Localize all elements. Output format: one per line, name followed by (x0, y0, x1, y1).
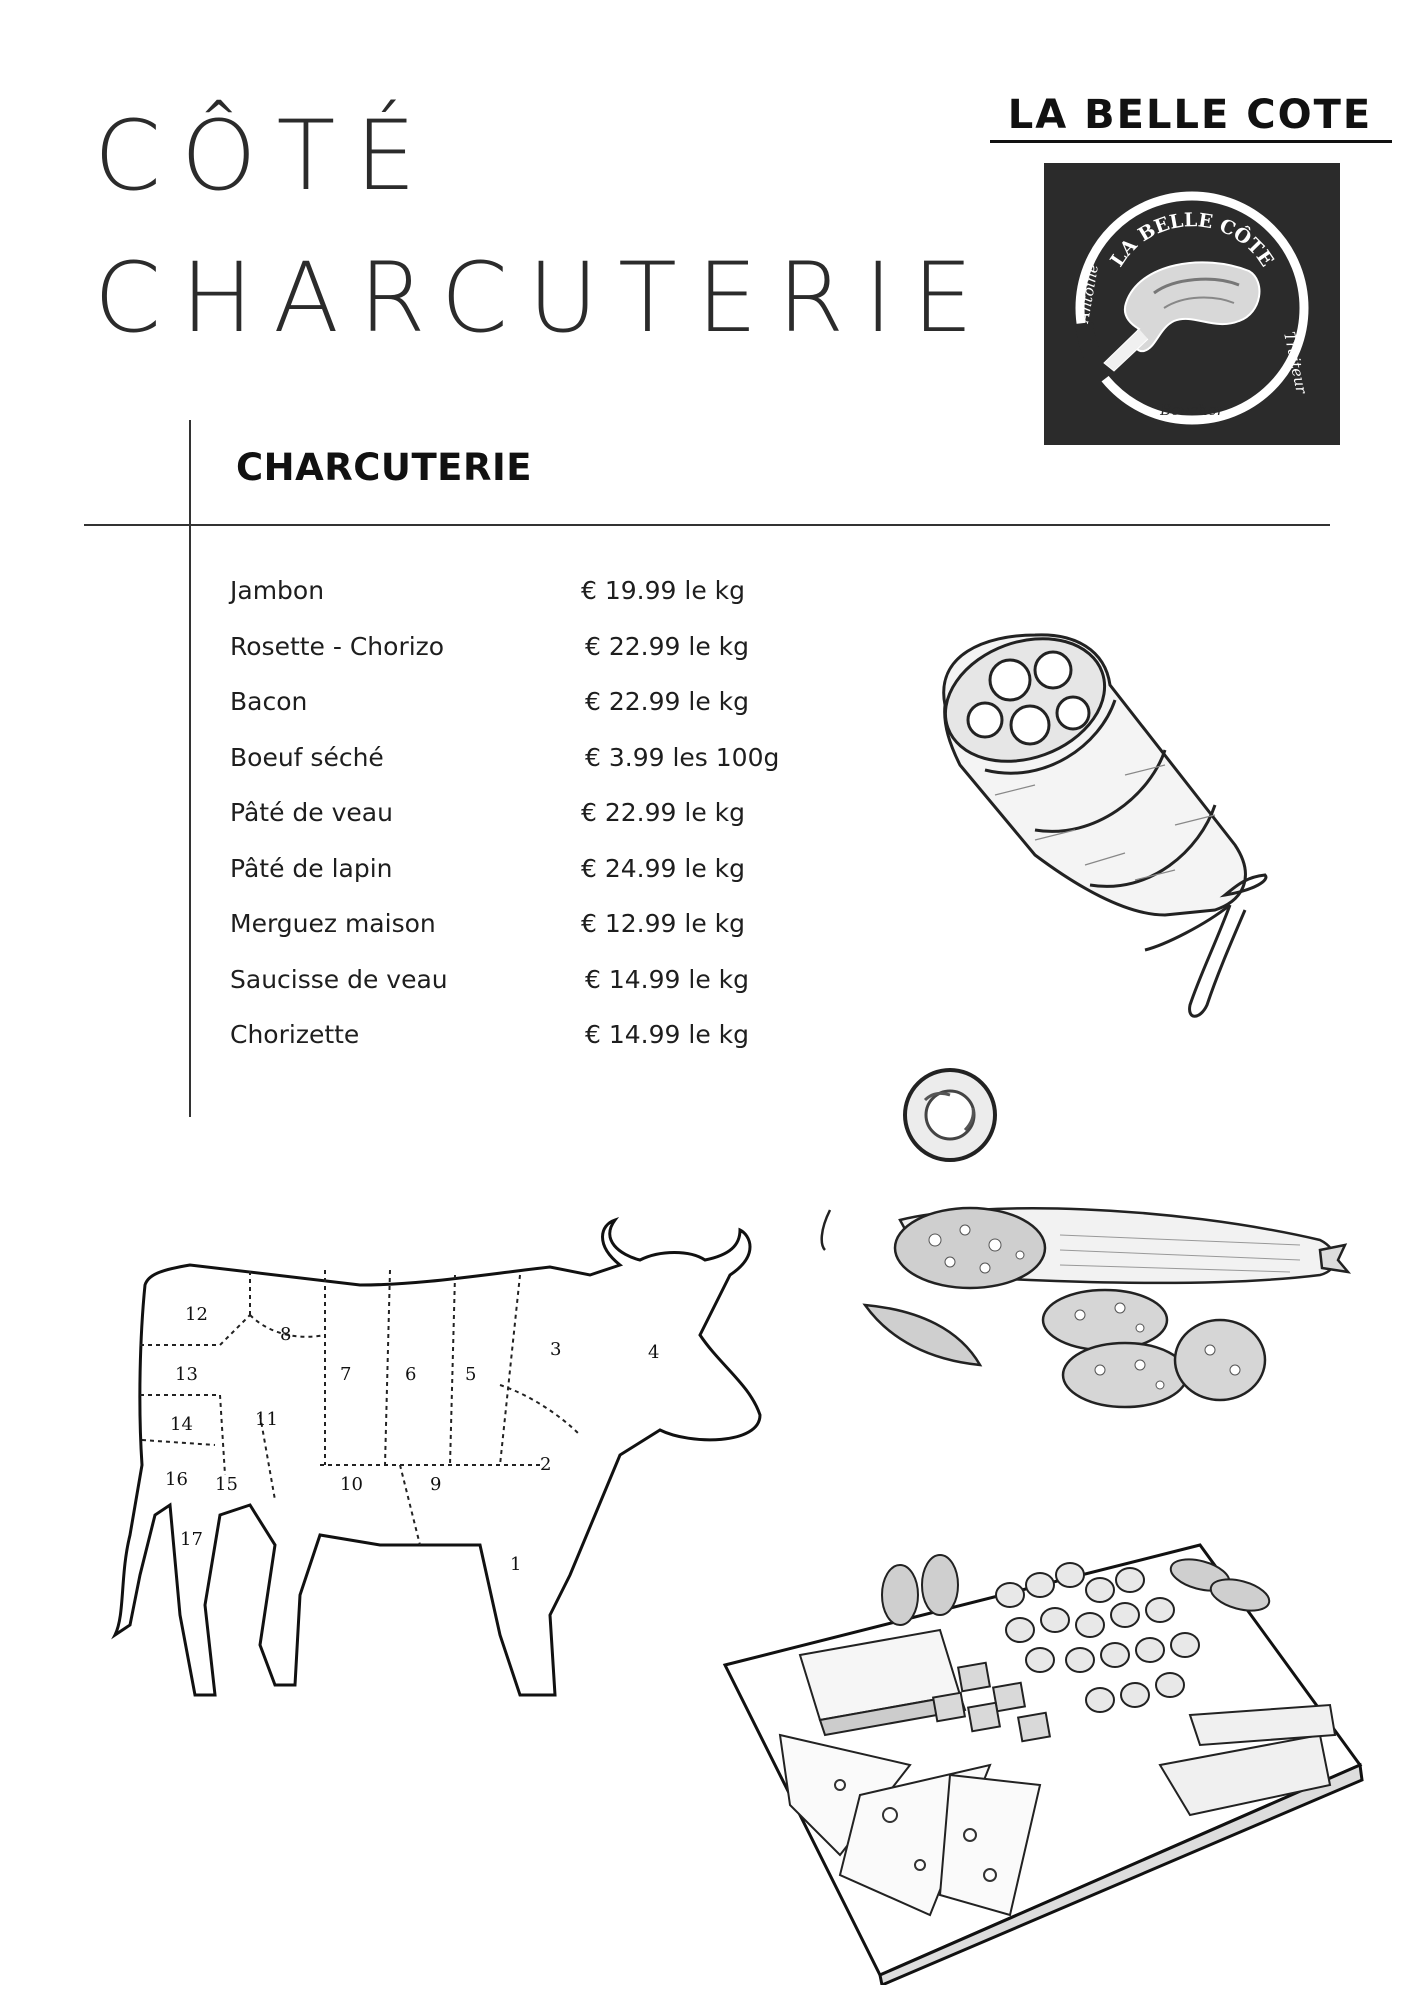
svg-text:Antoine: Antoine (1074, 262, 1103, 324)
logo-emblem-icon (1044, 163, 1340, 445)
charcuterie-board-illustration-icon (720, 1535, 1370, 1985)
item-price: € 22.99 le kg (585, 687, 749, 716)
sausage-slice-icon (895, 1060, 1005, 1170)
item-price: € 24.99 le kg (581, 853, 745, 883)
item-name: Saucisse de veau (230, 964, 448, 994)
cut-label-15: 15 (215, 1474, 238, 1495)
list-item (230, 903, 830, 959)
item-name: Bacon (230, 687, 308, 716)
list-item (230, 848, 830, 904)
cut-label-5: 5 (465, 1364, 477, 1385)
salami-illustration-icon (820, 1190, 1360, 1420)
svg-text:Boucher: Boucher (1160, 401, 1224, 419)
sausage-illustration-icon (925, 625, 1285, 1035)
brand-logo (1044, 163, 1340, 445)
price-list (230, 570, 830, 1070)
cut-label-11: 11 (255, 1409, 278, 1430)
item-price: € 12.99 le kg (581, 909, 745, 938)
cut-label-3: 3 (550, 1339, 562, 1360)
item-name: Boeuf séché (230, 742, 384, 772)
cut-label-4: 4 (648, 1342, 660, 1363)
list-item (230, 626, 830, 682)
item-name: Chorizette (230, 1020, 360, 1049)
cut-label-16: 16 (165, 1469, 188, 1490)
item-name: Merguez maison (230, 909, 436, 938)
cut-label-13: 13 (175, 1364, 198, 1385)
item-name: Jambon (230, 576, 325, 605)
cut-label-9: 9 (430, 1474, 442, 1495)
cut-label-1: 1 (510, 1554, 522, 1575)
cow-cuts-diagram-icon (100, 1215, 770, 1715)
item-price: € 3.99 les 100g (585, 742, 780, 772)
svg-text:Traiteur: Traiteur (1280, 330, 1311, 396)
list-item (230, 570, 830, 626)
cut-label-12: 12 (185, 1304, 208, 1325)
item-price: € 19.99 le kg (581, 576, 745, 605)
item-price: € 14.99 le kg (585, 1020, 749, 1049)
list-item (230, 737, 830, 793)
page-title-line-2: CHARCUTERIE (94, 242, 994, 354)
list-item (230, 792, 830, 848)
item-price: € 22.99 le kg (581, 798, 745, 827)
page-title-line-1: CÔTÉ (94, 100, 436, 212)
svg-text:LA BELLE CÔTE: LA BELLE CÔTE (1106, 209, 1278, 271)
cut-label-7: 7 (340, 1364, 352, 1385)
item-name: Pâté de veau (230, 798, 393, 827)
cut-label-2: 2 (540, 1454, 552, 1475)
section-title: CHARCUTERIE (236, 446, 532, 489)
cut-label-6: 6 (405, 1364, 417, 1385)
list-item (230, 959, 830, 1015)
brand-name: LA BELLE COTE (1007, 92, 1373, 138)
list-item (230, 1014, 830, 1070)
item-name: Rosette - Chorizo (230, 631, 445, 661)
item-price: € 14.99 le kg (585, 964, 749, 994)
cut-label-17: 17 (180, 1529, 203, 1550)
item-name: Pâté de lapin (230, 853, 393, 883)
cut-label-10: 10 (340, 1474, 363, 1495)
list-item (230, 681, 830, 737)
item-price: € 22.99 le kg (585, 631, 749, 661)
section-horizontal-rule (84, 524, 1330, 526)
brand-underline (990, 140, 1392, 143)
cut-label-8: 8 (280, 1324, 292, 1345)
cut-label-14: 14 (170, 1414, 193, 1435)
